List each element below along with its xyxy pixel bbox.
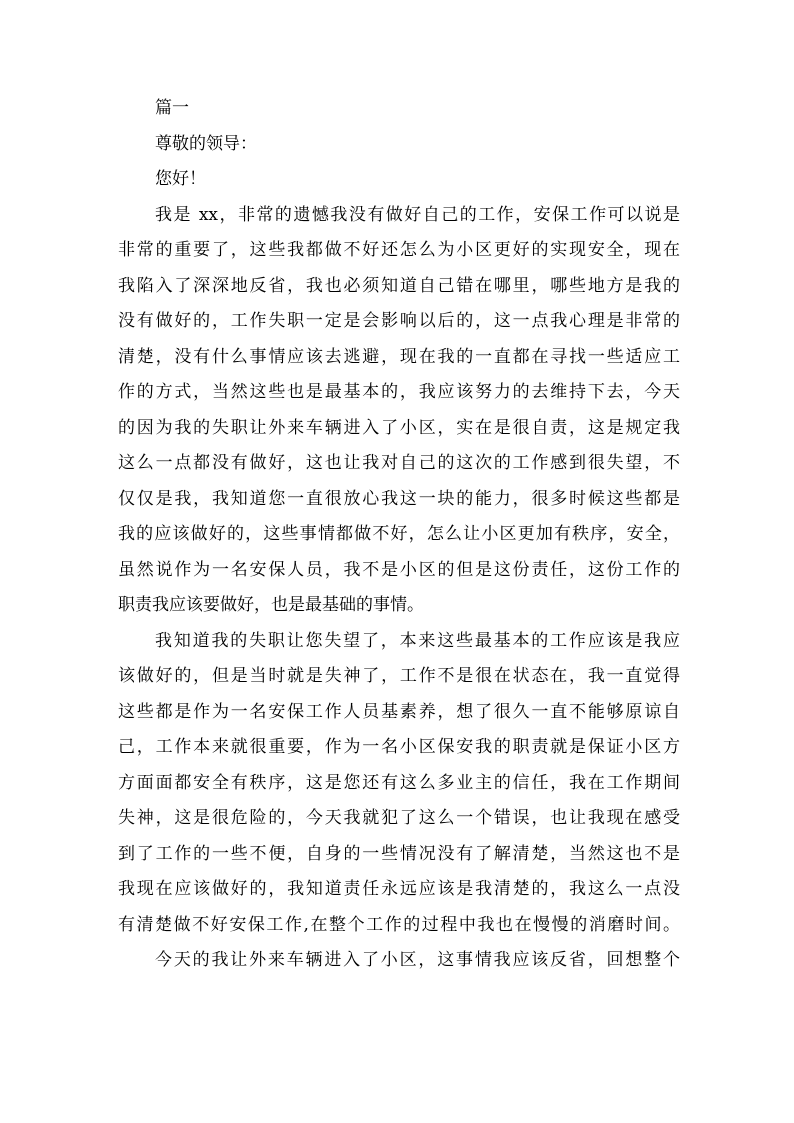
paragraph-line: 有清楚做不好安保工作,在整个工作的过程中我也在慢慢的消磨时间。: [118, 914, 680, 935]
paragraph-2: [118, 624, 680, 944]
paragraph-line: 清楚，没有什么事情应该去逃避，现在我的一直都在寻找一些适应工: [118, 346, 680, 367]
paragraph-line: 失神，这是很危险的，今天我就犯了这么一个错误，也让我现在感受: [118, 808, 680, 828]
paragraph-line: 作的方式，当然这些也是最基本的，我应该努力的去维持下去，今天: [118, 382, 680, 402]
paragraph-line: 今天的我让外来车辆进入了小区，这事情我应该反省，回想整个: [155, 950, 680, 970]
paragraph-line: 我的应该做好的，这些事情都做不好，怎么让小区更加有秩序，安全，: [118, 524, 680, 544]
paragraph-1: [118, 198, 680, 624]
paragraph-line: 没有做好的，工作失职一定是会影响以后的，这一点我心理是非常的: [118, 311, 680, 331]
paragraph-line: 我现在应该做好的，我知道责任永远应该是我清楚的，我这么一点没: [118, 879, 680, 899]
paragraph-line: 职责我应该要做好，也是最基础的事情。: [118, 595, 424, 615]
document-body: [118, 91, 680, 979]
paragraph-line: 这么一点都没有做好，这也让我对自己的这次的工作感到很失望，不: [118, 453, 680, 473]
paragraph-line: 我陷入了深深地反省，我也必须知道自己错在哪里，哪些地方是我的: [118, 275, 680, 296]
paragraph-line: 到了工作的一些不便，自身的一些情况没有了解清楚，当然这也不是: [118, 843, 680, 864]
paragraph-line: 我是 xx，非常的遗憾我没有做好自己的工作，安保工作可以说是: [155, 204, 680, 225]
greeting: 您好！: [155, 169, 206, 189]
paragraph-line: 虽然说作为一名安保人员，我不是小区的但是这份责任，这份工作的: [118, 559, 680, 580]
paragraph-line: 这些都是作为一名安保工作人员基素养，想了很久一直不能够原谅自: [118, 701, 680, 722]
paragraph-line: 非常的重要了，这些我都做不好还怎么为小区更好的实现安全，现在: [118, 240, 680, 260]
section-heading: 篇一: [155, 98, 189, 118]
paragraph-line: 的因为我的失职让外来车辆进入了小区，实在是很自责，这是规定我: [118, 417, 680, 438]
salutation: 尊敬的领导：: [155, 133, 257, 154]
paragraph-line: 方面面都安全有秩序，这是您还有这么多业主的信任，我在工作期间: [118, 772, 680, 793]
paragraph-line: 仅仅是我，我知道您一直很放心我这一块的能力，很多时候这些都是: [118, 488, 680, 509]
paragraph-line: 己，工作本来就很重要，作为一名小区保安我的职责就是保证小区方: [118, 737, 680, 757]
paragraph-line: 我知道我的失职让您失望了，本来这些最基本的工作应该是我应: [155, 630, 680, 651]
paragraph-3: [118, 943, 680, 979]
paragraph-line: 该做好的，但是当时就是失神了，工作不是很在状态在，我一直觉得: [118, 666, 680, 686]
